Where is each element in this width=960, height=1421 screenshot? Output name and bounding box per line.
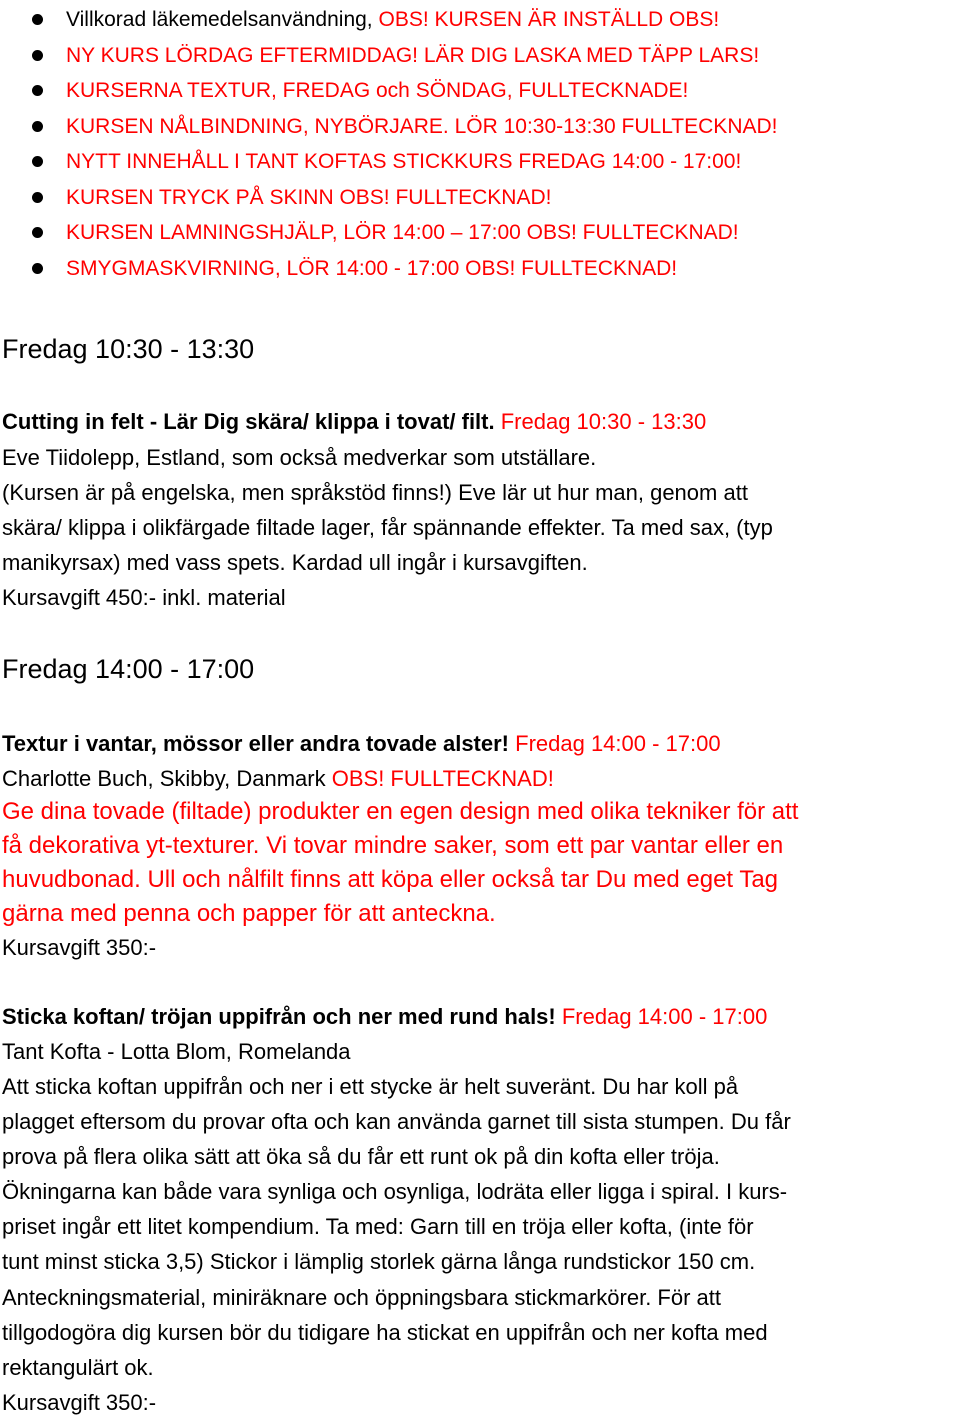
course-teacher-line xyxy=(2,761,960,796)
course-teacher: Eve Tiidolepp, Estland, som också medverkar som utställare. xyxy=(2,445,597,470)
course-title: Textur i vantar, mössor eller andra tovade alster! xyxy=(2,731,510,756)
course-description-line: skära/ klippa i olikfärgade filtade lager, får spännande effekter. Ta med sax, (typ xyxy=(2,515,773,540)
course-fee: Kursavgift 450:- inkl. material xyxy=(2,585,286,610)
course-description-line: tillgodogöra dig kursen bör du tidigare ha stickat en uppifrån och ner kofta med xyxy=(2,1320,768,1345)
bullet-icon xyxy=(32,227,43,238)
announcement-item xyxy=(0,2,960,38)
course-description-line: plagget eftersom du provar ofta och kan använda garnet till sista stumpen. Du får xyxy=(2,1109,791,1134)
announcement-item xyxy=(0,38,960,74)
bullet-icon xyxy=(32,263,43,274)
course-teacher: Charlotte Buch, Skibby, Danmark xyxy=(2,766,332,791)
announcement-alert: SMYGMASKVIRNING, LÖR 14:00 - 17:00 OBS! FULLTECKNAD! xyxy=(66,256,678,280)
announcement-text: Villkorad läkemedelsanvändning, xyxy=(66,8,379,31)
announcement-item xyxy=(0,215,960,251)
announcement-alert: NY KURS LÖRDAG EFTERMIDDAG! LÄR DIG LASKA MED TÄPP LARS! xyxy=(66,43,760,67)
course-title-line xyxy=(2,404,960,439)
course-description-line: Att sticka koftan uppifrån och ner i ett stycke är helt suveränt. Du har koll på xyxy=(2,1074,739,1099)
announcement-alert: KURSERNA TEXTUR, FREDAG och SÖNDAG, FULLTECKNADE! xyxy=(66,79,689,102)
course-status: OBS! FULLTECKNAD! xyxy=(331,766,554,791)
bullet-icon xyxy=(32,192,43,203)
course-title-line xyxy=(2,999,960,1034)
course-description-line: gärna med penna och papper för att anteckna. xyxy=(2,900,496,927)
course-description-line: priset ingår ett litet kompendium. Ta med: Garn till en tröja eller kofta, (inte för xyxy=(2,1214,754,1239)
announcement-item xyxy=(0,73,960,109)
announcement-item xyxy=(0,109,960,145)
bullet-icon xyxy=(32,14,43,25)
course-title-line xyxy=(2,726,960,761)
course-description-line: Ökningarna kan både vara synliga och osynliga, lodräta eller ligga i spiral. I kurs- xyxy=(2,1179,788,1204)
section-heading: Fredag 10:30 - 13:30 xyxy=(2,334,255,364)
announcement-list xyxy=(0,2,960,286)
course-time: Fredag 14:00 - 17:00 xyxy=(509,731,721,756)
course-title: Cutting in felt - Lär Dig skära/ klippa i tovat/ filt. xyxy=(2,409,495,434)
announcement-alert: KURSEN NÅLBINDNING, NYBÖRJARE. LÖR 10:30-13:30 FULLTECKNAD! xyxy=(66,114,778,138)
announcement-alert: NYTT INNEHÅLL I TANT KOFTAS STICKKURS FREDAG 14:00 - 17:00! xyxy=(66,150,742,173)
course-description-line: Anteckningsmaterial, miniräknare och öppningsbara stickmarkörer. För att xyxy=(2,1285,721,1310)
bullet-icon xyxy=(32,85,43,96)
course-time: Fredag 10:30 - 13:30 xyxy=(494,409,707,434)
announcement-alert: KURSEN TRYCK PÅ SKINN OBS! FULLTECKNAD! xyxy=(66,185,552,209)
bullet-icon xyxy=(32,156,43,167)
bullet-icon xyxy=(32,50,43,61)
course-title: Sticka koftan/ tröjan uppifrån och ner med rund hals! xyxy=(2,1004,556,1029)
course-description-line: tunt minst sticka 3,5) Stickor i lämplig storlek gärna långa rundstickor 150 cm. xyxy=(2,1249,756,1274)
announcement-item xyxy=(0,144,960,180)
announcement-alert: KURSEN LAMNINGSHJÄLP, LÖR 14:00 – 17:00 OBS! FULLTECKNAD! xyxy=(66,221,739,244)
course-description-line: rektangulärt ok. xyxy=(2,1355,154,1380)
course-fee: Kursavgift 350:- xyxy=(2,935,157,960)
section-heading: Fredag 14:00 - 17:00 xyxy=(2,654,255,684)
course-time: Fredag 14:00 - 17:00 xyxy=(555,1004,768,1029)
course-fee: Kursavgift 350:- xyxy=(2,1390,157,1415)
course-description-line: (Kursen är på engelska, men språkstöd finns!) Eve lär ut hur man, genom att xyxy=(2,480,748,505)
course-description-line: få dekorativa yt-texturer. Vi tovar mindre saker, som ett par vantar eller en xyxy=(2,832,784,859)
course-description-line: prova på flera olika sätt att öka så du får ett runt ok på din kofta eller tröja. xyxy=(2,1144,720,1169)
course-description-line: huvudbonad. Ull och nålfilt finns att köpa eller också tar Du med eget Tag xyxy=(2,866,779,893)
course-description-line: manikyrsax) med vass spets. Kardad ull ingår i kursavgiften. xyxy=(2,550,588,575)
announcement-item xyxy=(0,180,960,216)
announcement-item xyxy=(0,251,960,287)
course-teacher: Tant Kofta - Lotta Blom, Romelanda xyxy=(2,1039,351,1064)
bullet-icon xyxy=(32,121,43,132)
course-description-line: Ge dina tovade (filtade) produkter en egen design med olika tekniker för att xyxy=(2,798,799,825)
announcement-alert: OBS! KURSEN ÄR INSTÄLLD OBS! xyxy=(378,8,720,31)
